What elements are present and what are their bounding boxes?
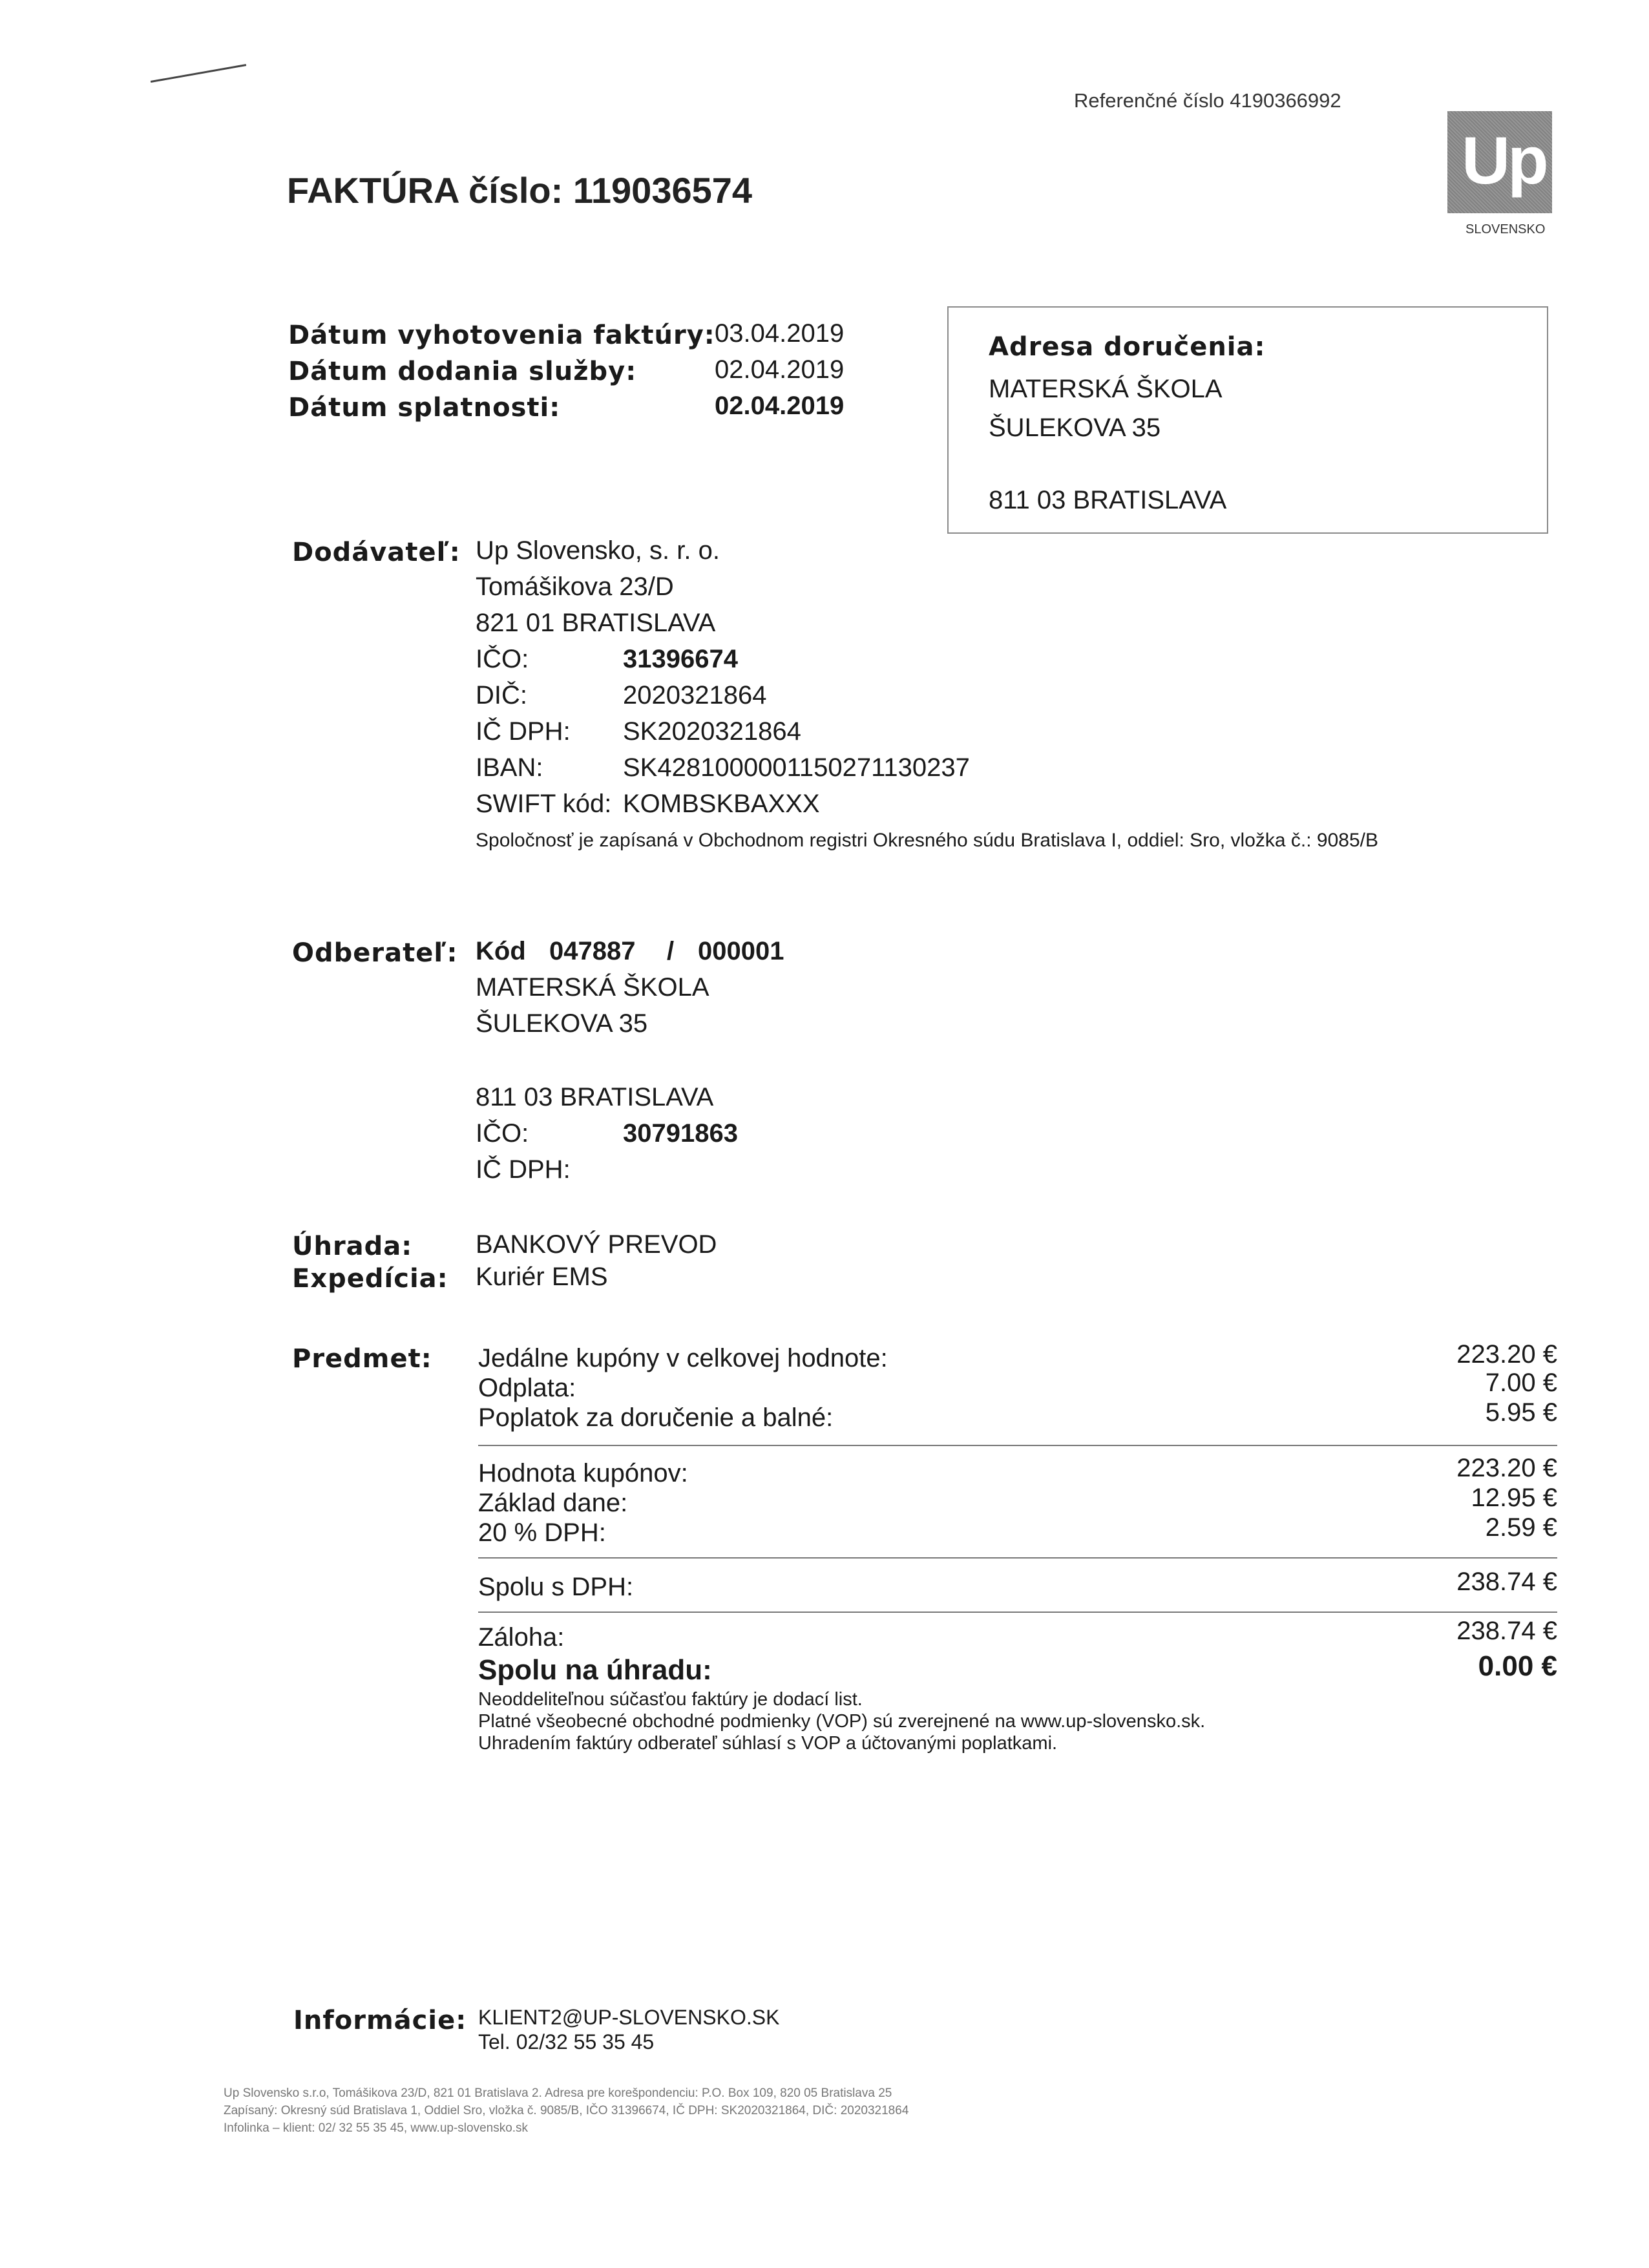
voucher-value-label: Hodnota kupónov: [478, 1459, 688, 1487]
item-fee-value: 7.00 € [1485, 1369, 1557, 1397]
voucher-value: 223.20 € [1456, 1454, 1557, 1482]
info-phone: Tel. 02/32 55 35 45 [478, 2030, 655, 2053]
divider [478, 1557, 1557, 1559]
supplier-ico: 31396674 [623, 645, 738, 673]
customer-code-2: 000001 [698, 937, 784, 965]
date-due-value: 02.04.2019 [715, 392, 845, 420]
pen-mark [151, 64, 246, 83]
supplier-name: Up Slovensko, s. r. o. [476, 536, 720, 565]
info-label: Informácie: [293, 2006, 467, 2035]
supplier-swift-label: SWIFT kód: [476, 790, 612, 818]
to-pay-value: 0.00 € [1478, 1650, 1557, 1682]
tax-base-value: 12.95 € [1471, 1484, 1557, 1512]
footer-line: Infolinka – klient: 02/ 32 55 35 45, www.up-slovensko.sk [224, 2121, 529, 2135]
advance-label: Záloha: [478, 1623, 565, 1652]
delivery-line1: MATERSKÁ ŠKOLA [989, 375, 1223, 403]
customer-street: ŠULEKOVA 35 [476, 1009, 648, 1038]
customer-icdph-label: IČ DPH: [476, 1155, 571, 1184]
to-pay-label: Spolu na úhradu: [478, 1654, 712, 1686]
item-delivery-label: Poplatok za doručenie a balné: [478, 1403, 834, 1432]
note-line: Platné všeobecné obchodné podmienky (VOP) sú zverejnené na www.up-slovensko.sk. [478, 1711, 1206, 1732]
total-with-vat-value: 238.74 € [1456, 1568, 1557, 1596]
subject-label: Predmet: [292, 1344, 432, 1374]
item-fee-label: Odplata: [478, 1374, 576, 1402]
logo-subtitle: SLOVENSKO [1465, 222, 1546, 236]
date-issued-label: Dátum vyhotovenia faktúry: [288, 320, 715, 350]
supplier-ico-label: IČO: [476, 645, 529, 673]
item-vouchers-value: 223.20 € [1456, 1340, 1557, 1369]
delivery-label: Adresa doručenia: [989, 332, 1266, 362]
customer-ico-label: IČO: [476, 1119, 529, 1148]
logo-text: Up [1462, 123, 1546, 198]
info-email: KLIENT2@UP-SLOVENSKO.SK [478, 2006, 780, 2029]
customer-city: 811 03 BRATISLAVA [476, 1083, 714, 1111]
customer-name: MATERSKÁ ŠKOLA [476, 973, 709, 1002]
item-vouchers-label: Jedálne kupóny v celkovej hodnote: [478, 1344, 888, 1372]
expedition-value: Kuriér EMS [476, 1263, 608, 1291]
page-footer [224, 2084, 909, 2137]
supplier-iban-label: IBAN: [476, 753, 543, 782]
supplier-dic: 2020321864 [623, 681, 767, 709]
footer-line: Up Slovensko s.r.o, Tomášikova 23/D, 821 01 Bratislava 2. Adresa pre korešpondenciu: P.O. Box 109, 820 05 Bratislava 25 [224, 2086, 892, 2100]
date-due-label: Dátum splatnosti: [288, 393, 561, 423]
note-line: Neoddeliteľnou súčasťou faktúry je dodací list. [478, 1689, 863, 1710]
date-issued-value: 03.04.2019 [715, 319, 845, 348]
footer-line: Zapísaný: Okresný súd Bratislava 1, Oddiel Sro, vložka č. 9085/B, IČO 31396674, IČ DPH: SK2020321864, DIČ: 2020321864 [224, 2104, 909, 2117]
supplier-registry: Spoločnosť je zapísaná v Obchodnom registri Okresného súdu Bratislava I, oddiel: Sro, vložka č.: 9085/B [476, 830, 1378, 851]
customer-code-1: 047887 [549, 937, 636, 965]
customer-code-label: Kód [476, 937, 526, 965]
supplier-iban: SK4281000001150271130237 [623, 753, 970, 782]
customer-code-separator: / [667, 937, 675, 965]
divider [478, 1612, 1557, 1613]
tax-base-label: Základ dane: [478, 1489, 628, 1517]
supplier-label: Dodávateľ: [292, 538, 461, 567]
total-with-vat-label: Spolu s DPH: [478, 1573, 634, 1601]
payment-label: Úhrada: [292, 1232, 413, 1261]
advance-value: 238.74 € [1456, 1617, 1557, 1645]
reference-number: Referenčné číslo 4190366992 [1074, 89, 1341, 112]
customer-label: Odberateľ: [292, 938, 458, 968]
item-delivery-value: 5.95 € [1485, 1398, 1557, 1427]
customer-ico: 30791863 [623, 1119, 738, 1148]
supplier-icdph-label: IČ DPH: [476, 717, 571, 746]
supplier-swift: KOMBSKBAXXX [623, 790, 820, 818]
date-delivery-label: Dátum dodania služby: [288, 357, 637, 386]
note-line: Uhradením faktúry odberateľ súhlasí s VOP a účtovanými poplatkami. [478, 1733, 1058, 1754]
payment-value: BANKOVÝ PREVOD [476, 1230, 717, 1259]
supplier-street: Tomášikova 23/D [476, 572, 674, 601]
invoice-title: FAKTÚRA číslo: 119036574 [287, 170, 753, 211]
supplier-city: 821 01 BRATISLAVA [476, 609, 716, 637]
expedition-label: Expedícia: [292, 1264, 448, 1294]
supplier-dic-label: DIČ: [476, 681, 527, 709]
date-delivery-value: 02.04.2019 [715, 355, 845, 384]
supplier-icdph: SK2020321864 [623, 717, 801, 746]
divider [478, 1445, 1557, 1446]
delivery-line2: ŠULEKOVA 35 [989, 414, 1161, 442]
delivery-line3: 811 03 BRATISLAVA [989, 486, 1227, 514]
vat-value: 2.59 € [1485, 1513, 1557, 1542]
vat-label: 20 % DPH: [478, 1518, 606, 1547]
